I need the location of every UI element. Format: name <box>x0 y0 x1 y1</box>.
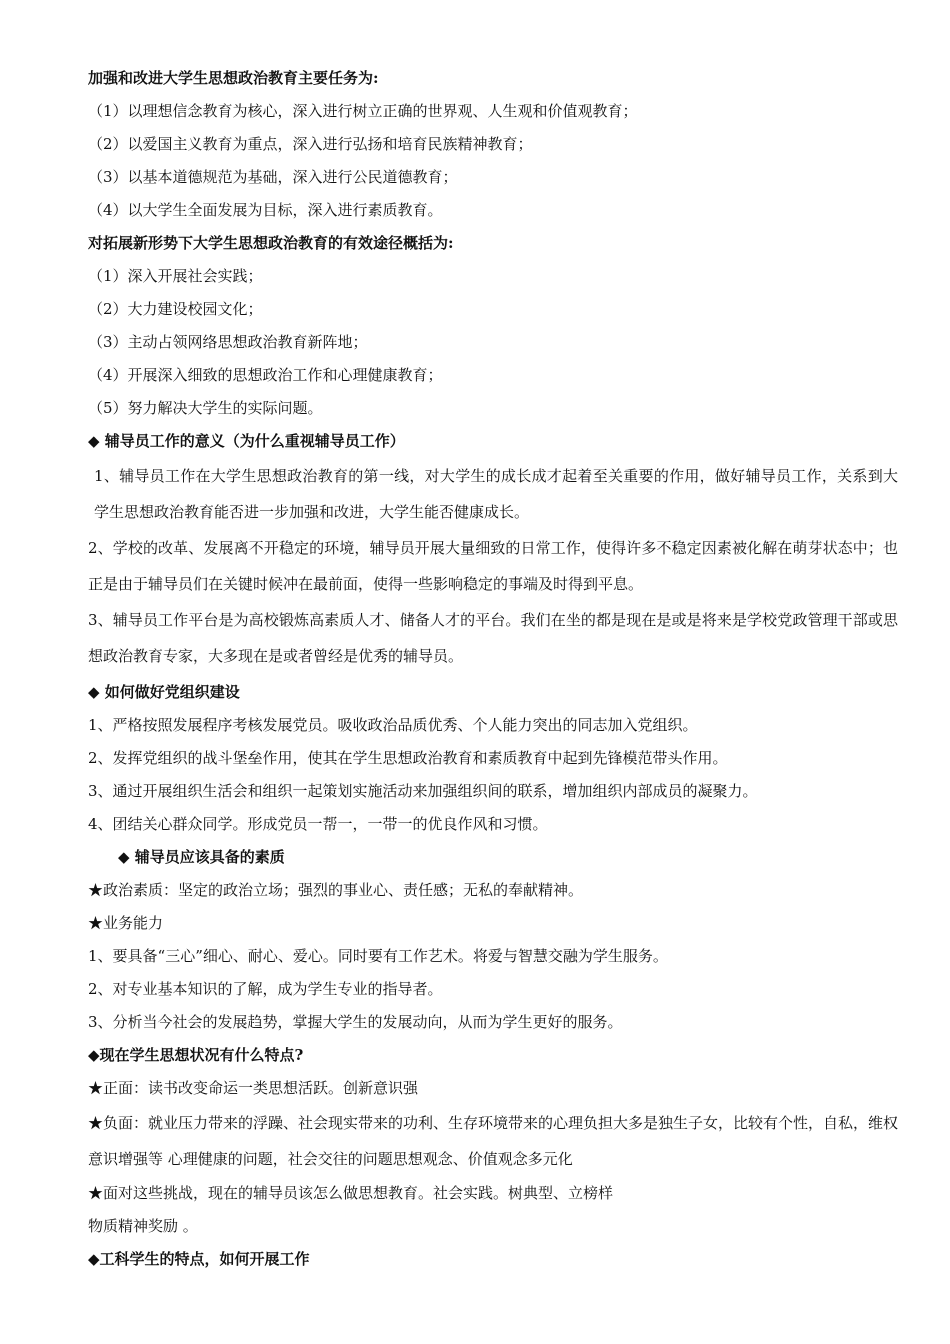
task-item: （1）以理想信念教育为核心，深入进行树立正确的世界观、人生观和价值观教育； <box>88 102 638 120</box>
path-item: （4）开展深入细致的思想政治工作和心理健康教育； <box>88 366 443 384</box>
quality-item: ★政治素质：坚定的政治立场；强烈的事业心、责任感；无私的奉献精神。 <box>88 881 584 899</box>
task-item: （2）以爱国主义教育为重点，深入进行弘扬和培育民族精神教育； <box>88 135 533 153</box>
significance-heading: ◆ 辅导员工作的意义（为什么重视辅导员工作） <box>88 432 405 450</box>
quality-item: 3、分析当今社会的发展趋势，掌握大学生的发展动向，从而为学生更好的服务。 <box>88 1013 623 1031</box>
path-item: （3）主动占领网络思想政治教育新阵地； <box>88 333 368 351</box>
party-item: 3、通过开展组织生活会和组织一起策划实施活动来加强组织间的联系，增加组织内部成员的凝聚力。 <box>88 782 758 800</box>
significance-paragraph: 3、辅导员工作平台是为高校锻炼高素质人才、储备人才的平台。我们在坐的都是现在是或是将来是学校党政管理干部或思想政治教育专家，大多现在是或者曾经是优秀的辅导员。 <box>88 611 898 665</box>
current-item: ★正面：读书改变命运一类思想活跃。创新意识强 <box>88 1079 419 1097</box>
task-item: （3）以基本道德规范为基础，深入进行公民道德教育； <box>88 168 458 186</box>
tasks-heading: 加强和改进大学生思想政治教育主要任务为: <box>88 69 379 87</box>
current-item: 物质精神奖励 。 <box>88 1217 198 1235</box>
document-page <box>88 62 898 1276</box>
current-item: ★面对这些挑战，现在的辅导员该怎么做思想教育。社会实践。树典型、立榜样 <box>88 1184 614 1202</box>
current-item: ★负面：就业压力带来的浮躁、社会现实带来的功利、生存环境带来的心理负担大多是独生子女，比较有个性，自私，维权意识增强等 心理健康的问题，社会交往的问题思想观念、价值观念多元化 <box>88 1114 899 1168</box>
task-item: （4）以大学生全面发展为目标，深入进行素质教育。 <box>88 201 443 219</box>
quality-item: ★业务能力 <box>88 914 164 932</box>
path-item: （5）努力解决大学生的实际问题。 <box>88 399 323 417</box>
significance-paragraph: 1、辅导员工作在大学生思想政治教育的第一线，对大学生的成长成才起着至关重要的作用，做好辅导员工作，关系到大学生思想政治教育能否进一步加强和改进，大学生能否健康成长。 <box>94 467 898 521</box>
qualities-heading: ◆ 辅导员应该具备的素质 <box>118 848 285 866</box>
paths-heading: 对拓展新形势下大学生思想政治教育的有效途径概括为: <box>88 234 454 252</box>
party-heading: ◆ 如何做好党组织建设 <box>88 683 240 701</box>
path-item: （1）深入开展社会实践； <box>88 267 263 285</box>
significance-paragraph: 2、学校的改革、发展离不开稳定的环境，辅导员开展大量细致的日常工作，使得许多不稳定因素被化解在萌芽状态中；也正是由于辅导员们在关键时候冲在最前面，使得一些影响稳定的事端及时得到平息。 <box>88 539 898 593</box>
party-item: 2、发挥党组织的战斗堡垒作用，使其在学生思想政治教育和素质教育中起到先锋模范带头作用。 <box>88 749 728 767</box>
engineering-heading: ◆工科学生的特点，如何开展工作 <box>88 1250 310 1268</box>
path-item: （2）大力建设校园文化； <box>88 300 263 318</box>
party-item: 1、严格按照发展程序考核发展党员。吸收政治品质优秀、个人能力突出的同志加入党组织。 <box>88 716 698 734</box>
quality-item: 2、对专业基本知识的了解，成为学生专业的指导者。 <box>88 980 443 998</box>
current-heading: ◆现在学生思想状况有什么特点? <box>88 1046 304 1064</box>
party-item: 4、团结关心群众同学。形成党员一帮一，一带一的优良作风和习惯。 <box>88 815 548 833</box>
quality-item: 1、要具备“三心”细心、耐心、爱心。同时要有工作艺术。将爱与智慧交融为学生服务。 <box>88 947 668 965</box>
